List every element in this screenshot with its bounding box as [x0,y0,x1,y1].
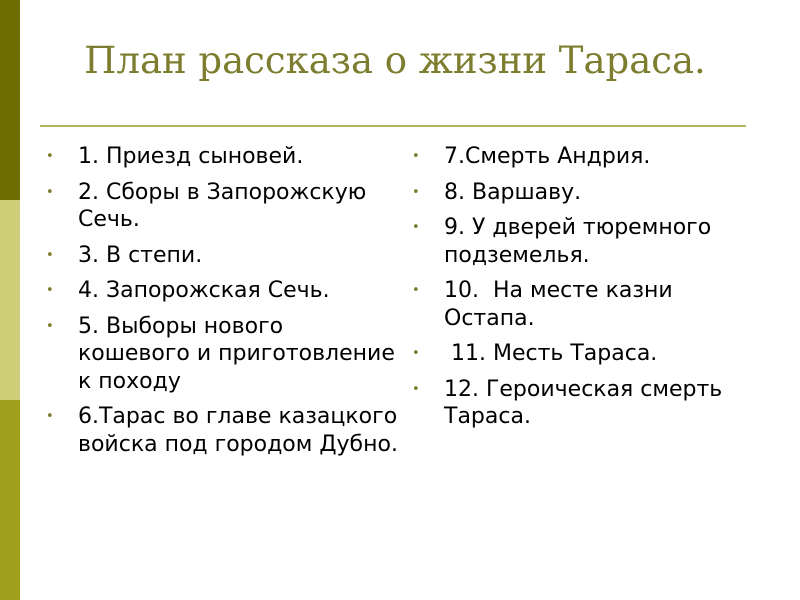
list-item-text: 3. В степи. [78,242,203,268]
bullet-icon: • [412,149,420,164]
bullet-icon: • [412,220,420,235]
list-item-text: 11. Месть Тараса. [444,341,658,366]
list-item [46,242,398,270]
list-item-text: 12. Героическая смерть Тараса. [444,376,730,429]
bullet-icon: • [412,283,420,298]
list-item-text: 8. Варшаву. [444,179,582,205]
list-item [412,277,744,332]
side-bar-segment-top [0,0,20,200]
list-item-text: 1. Приезд сыновей. [78,144,304,169]
list-item-text: 9. У дверей тюремного подземелья. [444,215,719,268]
list-item-text: 10. На месте казни Остапа. [444,278,680,331]
list-item [412,143,744,171]
list-item [412,214,744,269]
bullet-icon: • [46,318,54,334]
list-item [46,403,405,458]
bullet-icon: • [412,346,420,361]
side-bar-segment-bottom [0,400,20,600]
plan-list-left [46,143,405,466]
list-item-text: 6.Тарас во главе казацкого войска под городом Дубно. [78,404,405,457]
side-bar-segment-middle [0,200,20,400]
title-divider [40,125,746,127]
list-item-text: 5. Выборы нового кошевого и приготовление к походу [78,313,402,394]
slide-title: План рассказа о жизни Тараса. [84,39,706,82]
bullet-icon: • [46,409,54,424]
list-item [412,340,744,368]
bullet-icon: • [46,149,54,164]
bullet-icon: • [46,283,54,298]
bullet-icon: • [412,184,420,200]
list-item-text: 2. Сборы в Запорожскую Сечь. [78,179,374,232]
bullet-icon: • [46,247,54,263]
bullet-icon: • [46,184,54,200]
list-item-text: 7.Смерть Андрия. [444,144,651,169]
list-item-text: 4. Запорожская Сечь. [78,278,330,303]
plan-list-right [412,143,744,439]
list-item [46,179,398,234]
side-accent-bar [0,0,20,600]
bullet-icon: • [412,381,420,397]
list-item [46,313,402,396]
list-item [46,143,398,171]
list-item [412,376,744,431]
list-item [412,179,744,207]
list-item [46,277,398,305]
